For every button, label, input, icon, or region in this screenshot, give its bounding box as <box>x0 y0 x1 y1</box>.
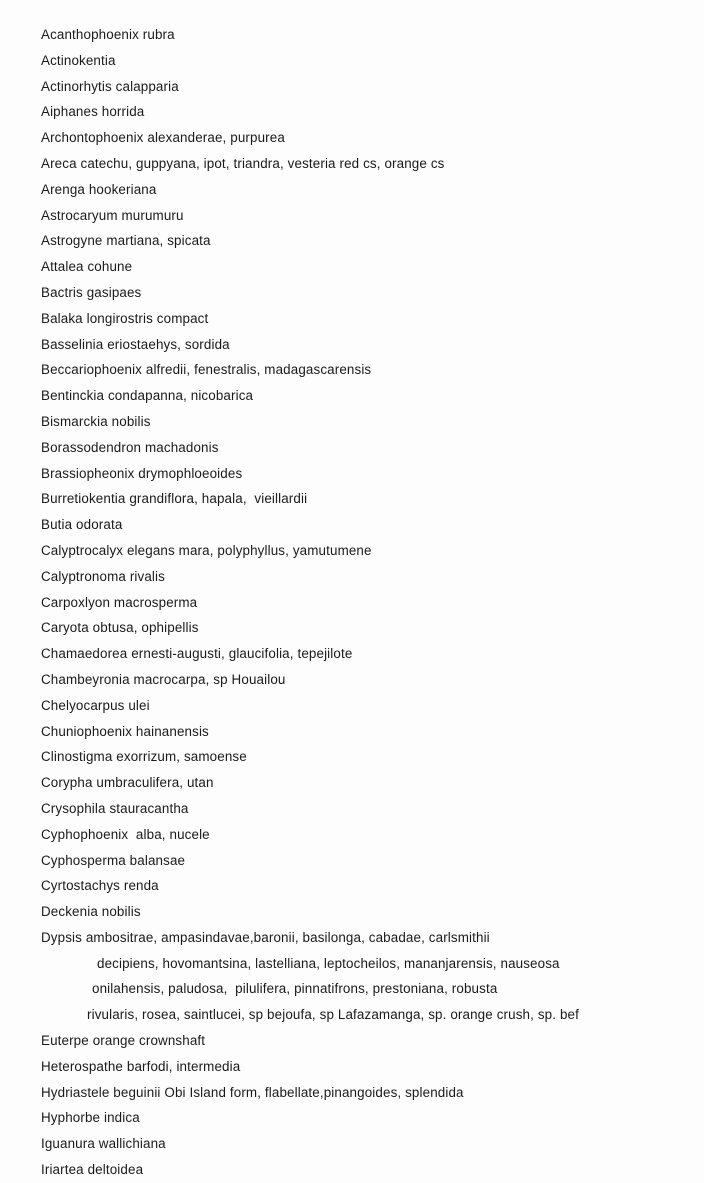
species-line: onilahensis, paludosa, pilulifera, pinnatifrons, prestoniana, robusta <box>92 981 498 997</box>
species-line: Chamaedorea ernesti-augusti, glaucifolia, tepejilote <box>41 646 353 662</box>
species-line: Hyphorbe indica <box>41 1110 140 1126</box>
species-line: Chambeyronia macrocarpa, sp Houailou <box>41 671 286 687</box>
species-line: Aiphanes horrida <box>41 104 145 120</box>
species-line: Iriartea deltoidea <box>41 1162 144 1178</box>
species-line: Dypsis ambositrae, ampasindavae,baronii, basilonga, cabadae, carlsmithii <box>41 929 490 945</box>
species-line: Acanthophoenix rubra <box>41 27 175 42</box>
species-line: Calyptrocalyx elegans mara, polyphyllus, yamutumene <box>41 542 372 558</box>
species-line: Butia odorata <box>41 517 123 533</box>
species-line: Hydriastele beguinii Obi Island form, flabellate,pinangoides, splendida <box>41 1084 464 1100</box>
species-line: Borassodendron machadonis <box>41 439 219 455</box>
species-line: Astrogyne martiana, spicata <box>41 233 211 249</box>
species-line: Carpoxlyon macrosperma <box>41 594 198 610</box>
species-line: Chelyocarpus ulei <box>41 697 150 713</box>
species-line: Calyptronoma rivalis <box>41 568 165 584</box>
species-line: Bactris gasipaes <box>41 284 142 300</box>
species-list <box>0 22 704 1183</box>
species-line: Actinorhytis calapparia <box>41 78 179 94</box>
species-line: Corypha umbraculifera, utan <box>41 775 214 791</box>
species-line: Astrocaryum murumuru <box>41 207 184 223</box>
species-line: Cyphosperma balansae <box>41 852 186 868</box>
species-line: Clinostigma exorrizum, samoense <box>41 749 247 765</box>
species-line: Archontophoenix alexanderae, purpurea <box>41 130 285 146</box>
species-line: Bentinckia condapanna, nicobarica <box>41 388 254 404</box>
species-line: Basselinia eriostaehys, sordida <box>41 336 230 352</box>
species-line: Areca catechu, guppyana, ipot, triandra, vesteria red cs, orange cs <box>41 155 445 171</box>
species-line: Balaka longirostris compact <box>41 310 209 326</box>
species-line: Beccariophoenix alfredii, fenestralis, madagascarensis <box>41 362 372 378</box>
species-line: Deckenia nobilis <box>41 904 141 920</box>
species-line: Cyrtostachys renda <box>41 878 159 894</box>
species-line: Bismarckia nobilis <box>41 413 151 429</box>
species-line: rivularis, rosea, saintlucei, sp bejoufa, sp Lafazamanga, sp. orange crush, sp. bef <box>87 1007 579 1023</box>
species-line: Heterospathe barfodi, intermedia <box>41 1058 241 1074</box>
species-line: Burretiokentia grandiflora, hapala, vieillardii <box>41 491 308 507</box>
species-line: decipiens, hovomantsina, lastelliana, leptocheilos, mananjarensis, nauseosa <box>97 955 560 971</box>
species-line: Crysophila stauracantha <box>41 800 189 816</box>
species-line: Iguanura wallichiana <box>41 1136 166 1152</box>
species-line: Brassiopheonix drymophloeoides <box>41 465 243 481</box>
species-line: Caryota obtusa, ophipellis <box>41 620 199 636</box>
species-line: Attalea cohune <box>41 259 133 275</box>
species-line: Arenga hookeriana <box>41 181 157 197</box>
species-line: Cyphophoenix alba, nucele <box>41 826 210 842</box>
species-line: Chuniophoenix hainanensis <box>41 723 209 739</box>
species-line: Actinokentia <box>41 52 116 68</box>
species-line: Euterpe orange crownshaft <box>41 1033 206 1049</box>
